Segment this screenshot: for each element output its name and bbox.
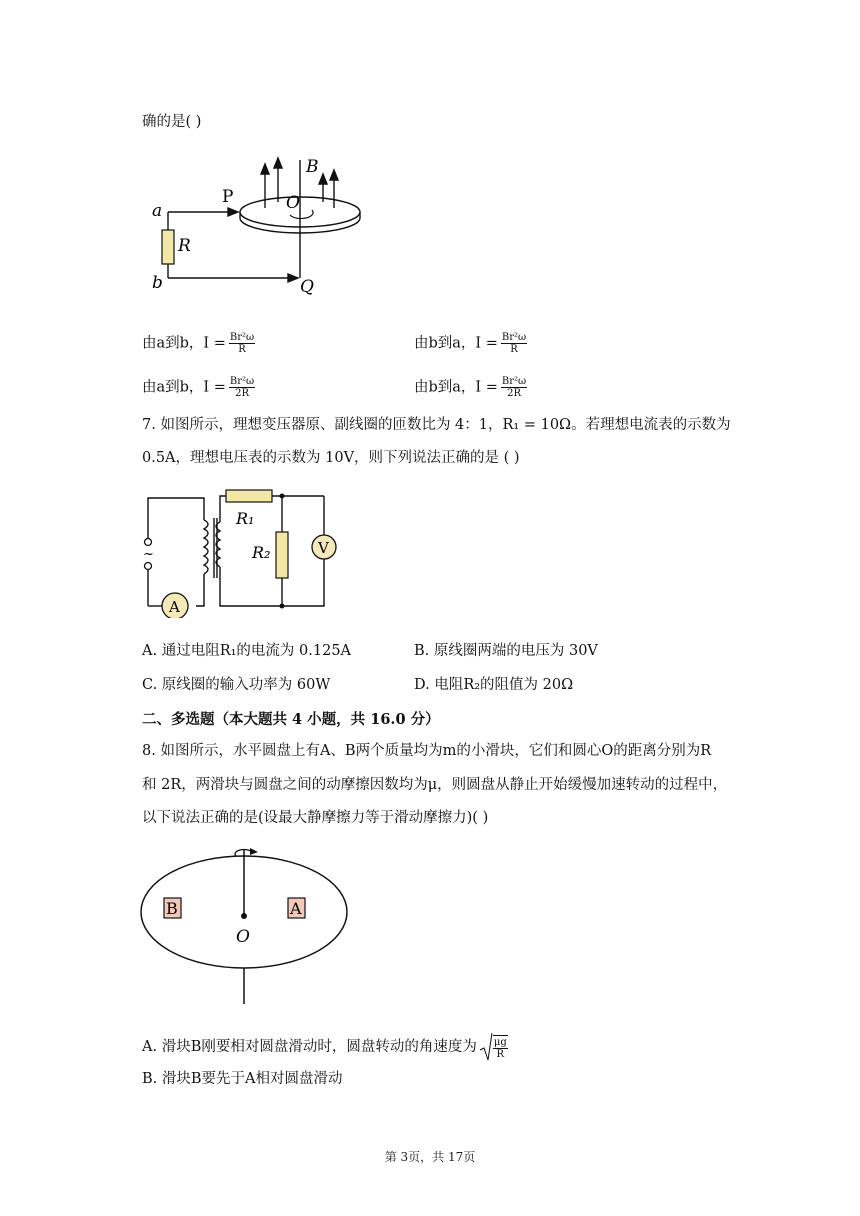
q6-label-R: R xyxy=(178,236,191,256)
page-footer: 第 3页，共 17页 xyxy=(384,1150,476,1164)
q8-center-label-O: O xyxy=(236,927,250,947)
q6-option-c[interactable] xyxy=(142,376,255,399)
q6-option-a[interactable] xyxy=(142,332,255,355)
q6-option-a-text: 由a到b，I = xyxy=(142,335,226,352)
q7-stem-line2: 0.5A，理想电压表的示数为 10V，则下列说法正确的是 ( ) xyxy=(142,450,520,466)
q8-block-a-label: A xyxy=(290,899,302,918)
q6-option-b-fraction: $\frac{\text{Br²ω}}{R}$ xyxy=(501,332,527,355)
q8-stem-line3: 以下说法正确的是(设最大静摩擦力等于滑动摩擦力)( ) xyxy=(142,810,489,826)
q6-stem-tail: 确的是( ) xyxy=(142,114,202,130)
q6-option-b-text: 由b到a，I = xyxy=(414,335,498,352)
q6-option-c-text: 由a到b，I = xyxy=(142,379,226,396)
q8-option-b[interactable]: B. 滑块B要先于A相对圆盘滑动 xyxy=(142,1071,343,1087)
q6-label-a: a xyxy=(152,201,163,221)
q7-ac-symbol: ~ xyxy=(143,547,154,562)
q8-option-a-sqrt: $\frac{\mu g}{R}$ xyxy=(479,1032,508,1062)
q6-option-a-fraction: $\frac{\text{Br²ω}}{R}$ xyxy=(229,332,255,355)
q7-figure-transformer-circuit xyxy=(140,486,350,618)
q8-option-a-text: A. 滑块B刚要相对圆盘滑动时，圆盘转动的角速度为 xyxy=(142,1039,477,1055)
q6-figure-rotating-disk xyxy=(140,150,380,300)
q8-block-b-label: B xyxy=(166,899,178,918)
q6-label-b: b xyxy=(152,273,163,293)
q7-option-d[interactable]: D. 电阻R₂的阻值为 20Ω xyxy=(414,677,574,693)
q7-label-R1: R₁ xyxy=(236,509,255,528)
q7-stem-line1: 7. 如图所示，理想变压器原、副线圈的匝数比为 4：1，R₁ = 10Ω。若理想电流表的示数为 xyxy=(142,417,731,433)
q7-option-a[interactable]: A. 通过电阻R₁的电流为 0.125A xyxy=(142,643,352,659)
q7-option-c[interactable]: C. 原线圈的输入功率为 60W xyxy=(142,677,331,693)
q8-stem-line2: 和 2R，两滑块与圆盘之间的动摩擦因数均为μ，则圆盘从静止开始缓慢加速转动的过程中， xyxy=(142,777,728,793)
q6-option-b[interactable] xyxy=(414,332,527,355)
q6-option-d-text: 由b到a，I = xyxy=(414,379,498,396)
q7-voltmeter-label: V xyxy=(318,539,329,557)
q8-option-a[interactable] xyxy=(142,1032,508,1062)
q7-ammeter-label: A xyxy=(169,598,180,616)
q6-label-O: O xyxy=(286,193,300,213)
q7-option-b[interactable]: B. 原线圈两端的电压为 30V xyxy=(414,643,598,659)
section-multiple-choice-heading: 二、多选题（本大题共 4 小题，共 16.0 分） xyxy=(142,711,440,728)
q6-label-P: P xyxy=(222,187,234,207)
q6-label-B: B xyxy=(306,157,319,177)
q8-stem-line1: 8. 如图所示，水平圆盘上有A、B两个质量均为m的小滑块，它们和圆心O的距离分别为R xyxy=(142,743,712,759)
q6-option-d[interactable] xyxy=(414,376,527,399)
q6-label-Q: Q xyxy=(300,277,314,297)
q8-figure-turntable xyxy=(140,842,352,1008)
q6-option-c-fraction: $\frac{\text{Br²ω}}{2R}$ xyxy=(229,376,255,399)
q7-label-R2: R₂ xyxy=(252,543,271,562)
q6-option-d-fraction: $\frac{\text{Br²ω}}{2R}$ xyxy=(501,376,527,399)
